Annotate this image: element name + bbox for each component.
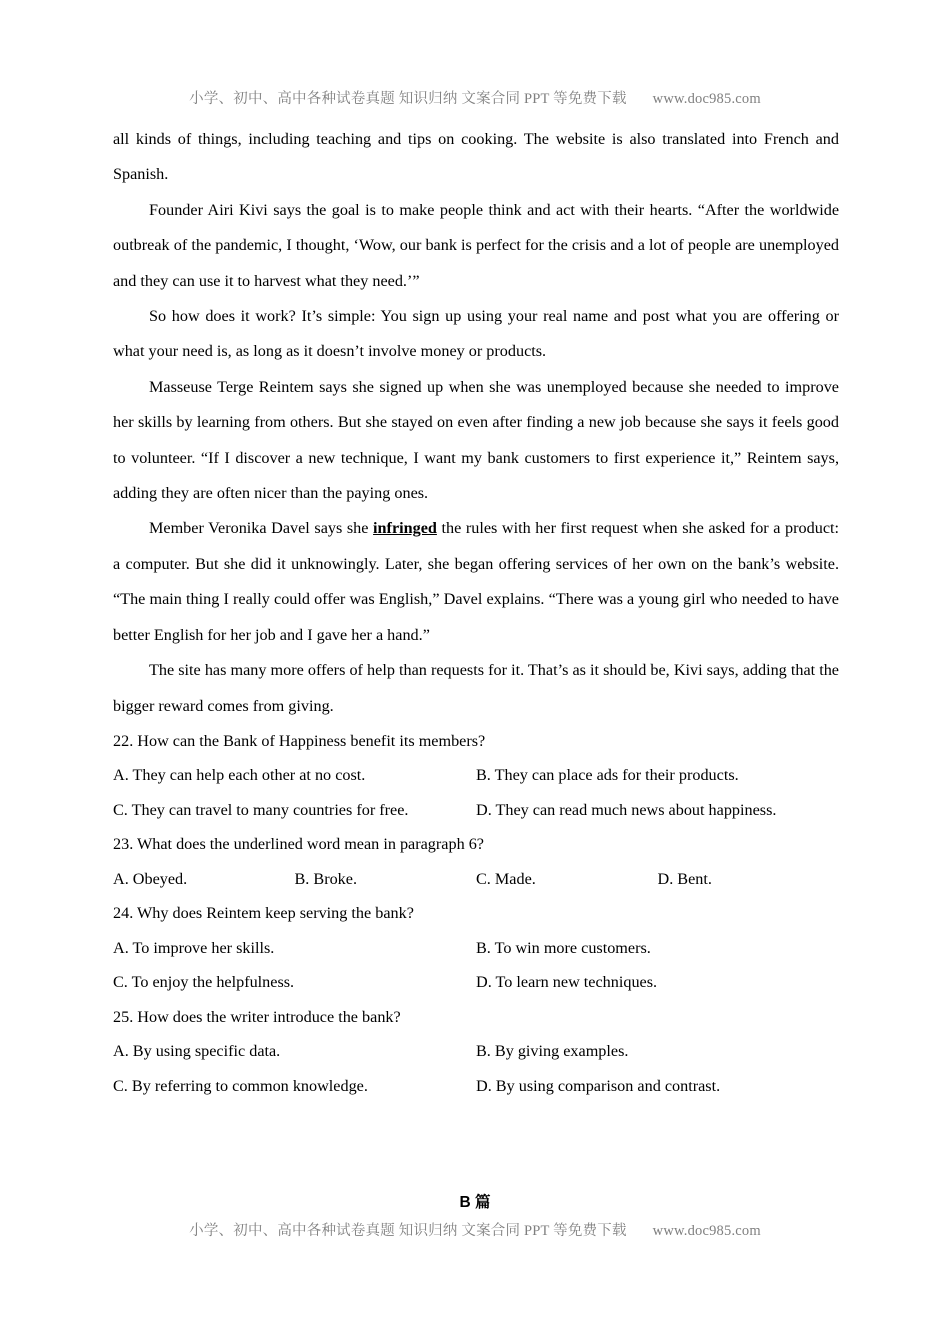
option-22-c[interactable]: C. They can travel to many countries for free.: [113, 800, 409, 819]
option-24-c[interactable]: C. To enjoy the helpfulness.: [113, 973, 295, 992]
paragraph-6: The site has many more offers of help than requests for it. That’s as it should be, Kivi says, adding that the bigger reward comes from giving.: [113, 661, 839, 715]
document-body: [113, 122, 839, 1103]
option-22-d[interactable]: D. They can read much news about happiness.: [476, 800, 777, 819]
question-23-stem: 23. What does the underlined word mean in paragraph 6?: [113, 835, 484, 854]
option-23-c[interactable]: C. Made.: [476, 869, 536, 888]
option-23-b[interactable]: B. Broke.: [294, 869, 357, 888]
option-24-b[interactable]: B. To win more customers.: [476, 938, 651, 957]
option-25-d[interactable]: D. By using comparison and contrast.: [476, 1076, 721, 1095]
question-25-stem: 25. How does the writer introduce the bank?: [113, 1007, 401, 1026]
question-25-options-row-2: [113, 1069, 839, 1104]
question-24-options-row-1: [113, 931, 839, 966]
option-23-d[interactable]: D. Bent.: [657, 869, 712, 888]
question-24-stem: 24. Why does Reintem keep serving the bank?: [113, 904, 414, 923]
option-24-a[interactable]: A. To improve her skills.: [113, 938, 275, 957]
option-25-b[interactable]: B. By giving examples.: [476, 1042, 629, 1061]
paragraph-5: [113, 511, 839, 653]
watermark-text-bottom: 小学、初中、高中各种试卷真题 知识归纳 文案合同 PPT 等免费下载: [189, 1223, 627, 1239]
paragraph-3: So how does it work? It’s simple: You sign up using your real name and post what you are offering or what your need is, as long as it doesn’t involve money or products.: [113, 307, 839, 361]
paragraph-5-after: the rules with her first request when she asked for a product: a computer. But she did it unknowingly. Later, she began offering services of her own on the bank’s website. “The main thing I really could offer was English,” Davel explains. “There was a young girl who needed to have better English for her job and I gave her a hand.”: [113, 519, 839, 644]
option-22-b[interactable]: B. They can place ads for their products.: [476, 766, 739, 785]
option-24-d[interactable]: D. To learn new techniques.: [476, 973, 658, 992]
question-25-options-row-1: [113, 1034, 839, 1069]
option-25-a[interactable]: A. By using specific data.: [113, 1042, 281, 1061]
watermark-top: [0, 87, 950, 108]
question-23-options-row-1: [113, 862, 839, 897]
paragraph-1: all kinds of things, including teaching and tips on cooking. The website is also translated into French and Spanish.: [113, 130, 839, 184]
watermark-bottom: [0, 1219, 950, 1240]
option-22-a[interactable]: A. They can help each other at no cost.: [113, 766, 366, 785]
question-22-options-row-1: [113, 758, 839, 793]
paragraph-5-before: Member Veronika Davel says she: [149, 519, 374, 538]
watermark-text: 小学、初中、高中各种试卷真题 知识归纳 文案合同 PPT 等免费下载: [189, 91, 627, 107]
option-23-a[interactable]: A. Obeyed.: [113, 869, 188, 888]
question-22-stem: 22. How can the Bank of Happiness benefit its members?: [113, 731, 486, 750]
question-22-options-row-2: [113, 793, 839, 828]
underlined-word: infringed: [373, 519, 437, 538]
paragraph-4: Masseuse Terge Reintem says she signed up when she was unemployed because she needed to improve her skills by learning from others. But she stayed on even after finding a new job because she says it feels good to volunteer. “If I discover a new technique, I want my bank customers to first experience it,” Reintem says, adding they are often nicer than the paying ones.: [113, 377, 839, 503]
watermark-url: www.doc985.com: [652, 91, 761, 107]
question-24-options-row-2: [113, 965, 839, 1000]
section-title: B 篇: [459, 1194, 491, 1211]
option-25-c[interactable]: C. By referring to common knowledge.: [113, 1076, 368, 1095]
watermark-url-bottom: www.doc985.com: [652, 1223, 761, 1239]
paragraph-2: Founder Airi Kivi says the goal is to make people think and act with their hearts. “After the worldwide outbreak of the pandemic, I thought, ‘Wow, our bank is perfect for the crisis and a lot of people are unemployed and they can use it to harvest what they need.’”: [113, 200, 839, 290]
